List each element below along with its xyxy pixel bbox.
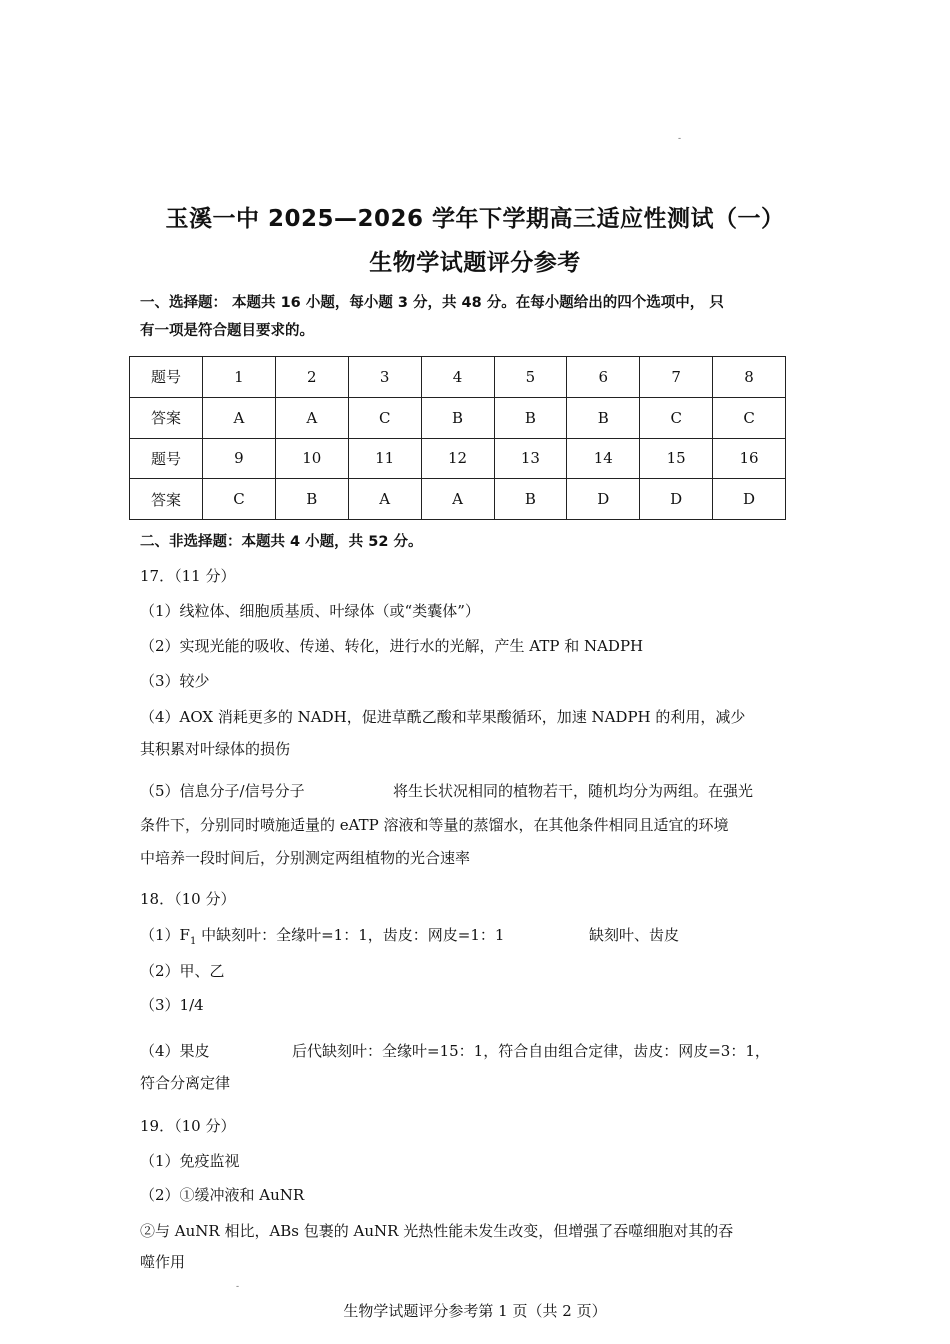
q18-answer-4: （4）果皮 <box>140 1042 210 1060</box>
section2-intro: 二、非选择题：本题共 4 小题，共 52 分。 <box>140 534 423 550</box>
row-label: 题号 <box>130 438 203 479</box>
q19-heading: 19．（10 分） <box>140 1117 236 1135</box>
scan-mark: - <box>678 134 682 144</box>
table-row <box>130 397 786 438</box>
answer-cell: B <box>421 397 494 438</box>
q18-heading: 18．（10 分） <box>140 890 236 908</box>
table-row <box>130 479 786 520</box>
q17-answer-5: （5）信息分子/信号分子 <box>140 782 305 800</box>
q17-answer-5-cont: 条件下，分别同时喷施适量的 eATP 溶液和等量的蒸馏水，在其他条件相同且适宜的环境 <box>140 816 729 834</box>
q19-answer-1: （1）免疫监视 <box>140 1152 240 1170</box>
question-number: 8 <box>713 357 786 398</box>
question-number: 16 <box>713 438 786 479</box>
answer-cell: B <box>494 479 567 520</box>
q18-answer-1: $(1)F_1$ 中缺刻叶：全缘叶=1：1，齿皮：网皮=1：1 <box>140 926 505 947</box>
q17-answer-5-method: 将生长状况相同的植物若干，随机均分为两组。在强光 <box>393 782 754 800</box>
q19-answer-2: （2）①缓冲液和 AuNR <box>140 1186 305 1204</box>
question-number: 15 <box>640 438 713 479</box>
answer-cell: D <box>640 479 713 520</box>
section1-intro-cont: 有一项是符合题目要求的。 <box>140 323 314 339</box>
answer-cell: A <box>275 397 348 438</box>
question-number: 7 <box>640 357 713 398</box>
answer-table <box>129 356 786 520</box>
row-label: 题号 <box>130 357 203 398</box>
q17-answer-2: （2）实现光能的吸收、传递、转化，进行水的光解，产生 ATP 和 NADPH <box>140 637 644 655</box>
q17-heading: 17．（11 分） <box>140 567 236 585</box>
answer-cell: B <box>275 479 348 520</box>
answer-cell: D <box>567 479 640 520</box>
question-number: 14 <box>567 438 640 479</box>
q18-answer-4-reason: 后代缺刻叶：全缘叶=15：1，符合自由组合定律，齿皮：网皮=3：1， <box>292 1042 770 1060</box>
question-number: 10 <box>275 438 348 479</box>
q17-answer-1: （1）线粒体、细胞质基质、叶绿体（或“类囊体”） <box>140 602 480 620</box>
q17-answer-3: （3）较少 <box>140 672 210 690</box>
q17-answer-4: （4）AOX 消耗更多的 NADH，促进草酰乙酸和苹果酸循环，加速 NADPH 的利用，减少 <box>140 708 746 726</box>
question-number: 2 <box>275 357 348 398</box>
answer-cell: A <box>348 479 421 520</box>
section1-intro: 一、选择题： 本题共 16 小题，每小题 3 分，共 48 分。在每小题给出的四个选项中， 只 <box>140 295 724 311</box>
page-title: 玉溪一中 2025—2026 学年下学期高三适应性测试（一） <box>165 206 785 232</box>
table-row <box>130 357 786 398</box>
answer-cell: C <box>203 479 276 520</box>
question-number: 6 <box>567 357 640 398</box>
q17-answer-5-cont2: 中培养一段时间后，分别测定两组植物的光合速率 <box>140 849 471 867</box>
q17-answer-4-cont: 其积累对叶绿体的损伤 <box>140 740 291 758</box>
q18-answer-3: （3）1/4 <box>140 996 204 1014</box>
question-number: 12 <box>421 438 494 479</box>
answer-cell: C <box>713 397 786 438</box>
page-footer: 生物学试题评分参考第 1 页（共 2 页） <box>343 1302 607 1320</box>
answer-cell: A <box>421 479 494 520</box>
table-row <box>130 438 786 479</box>
answer-cell: B <box>494 397 567 438</box>
question-number: 3 <box>348 357 421 398</box>
q19-answer-2b: ②与 AuNR 相比，ABs 包裹的 AuNR 光热性能未发生改变，但增强了吞噬细胞对其的吞 <box>140 1222 734 1240</box>
answer-cell: C <box>640 397 713 438</box>
q18-answer-1-part2: 缺刻叶、齿皮 <box>589 926 680 944</box>
question-number: 5 <box>494 357 567 398</box>
question-number: 9 <box>203 438 276 479</box>
question-number: 13 <box>494 438 567 479</box>
answer-cell: A <box>203 397 276 438</box>
scan-mark: - <box>236 1282 240 1292</box>
answer-cell: C <box>348 397 421 438</box>
q19-answer-2b-cont: 噬作用 <box>140 1253 186 1271</box>
row-label: 答案 <box>130 397 203 438</box>
page-subtitle: 生物学试题评分参考 <box>369 250 581 276</box>
answer-cell: B <box>567 397 640 438</box>
row-label: 答案 <box>130 479 203 520</box>
question-number: 1 <box>203 357 276 398</box>
answer-cell: D <box>713 479 786 520</box>
question-number: 11 <box>348 438 421 479</box>
q18-answer-4-cont: 符合分离定律 <box>140 1074 231 1092</box>
question-number: 4 <box>421 357 494 398</box>
q18-answer-2: （2）甲、乙 <box>140 962 225 980</box>
